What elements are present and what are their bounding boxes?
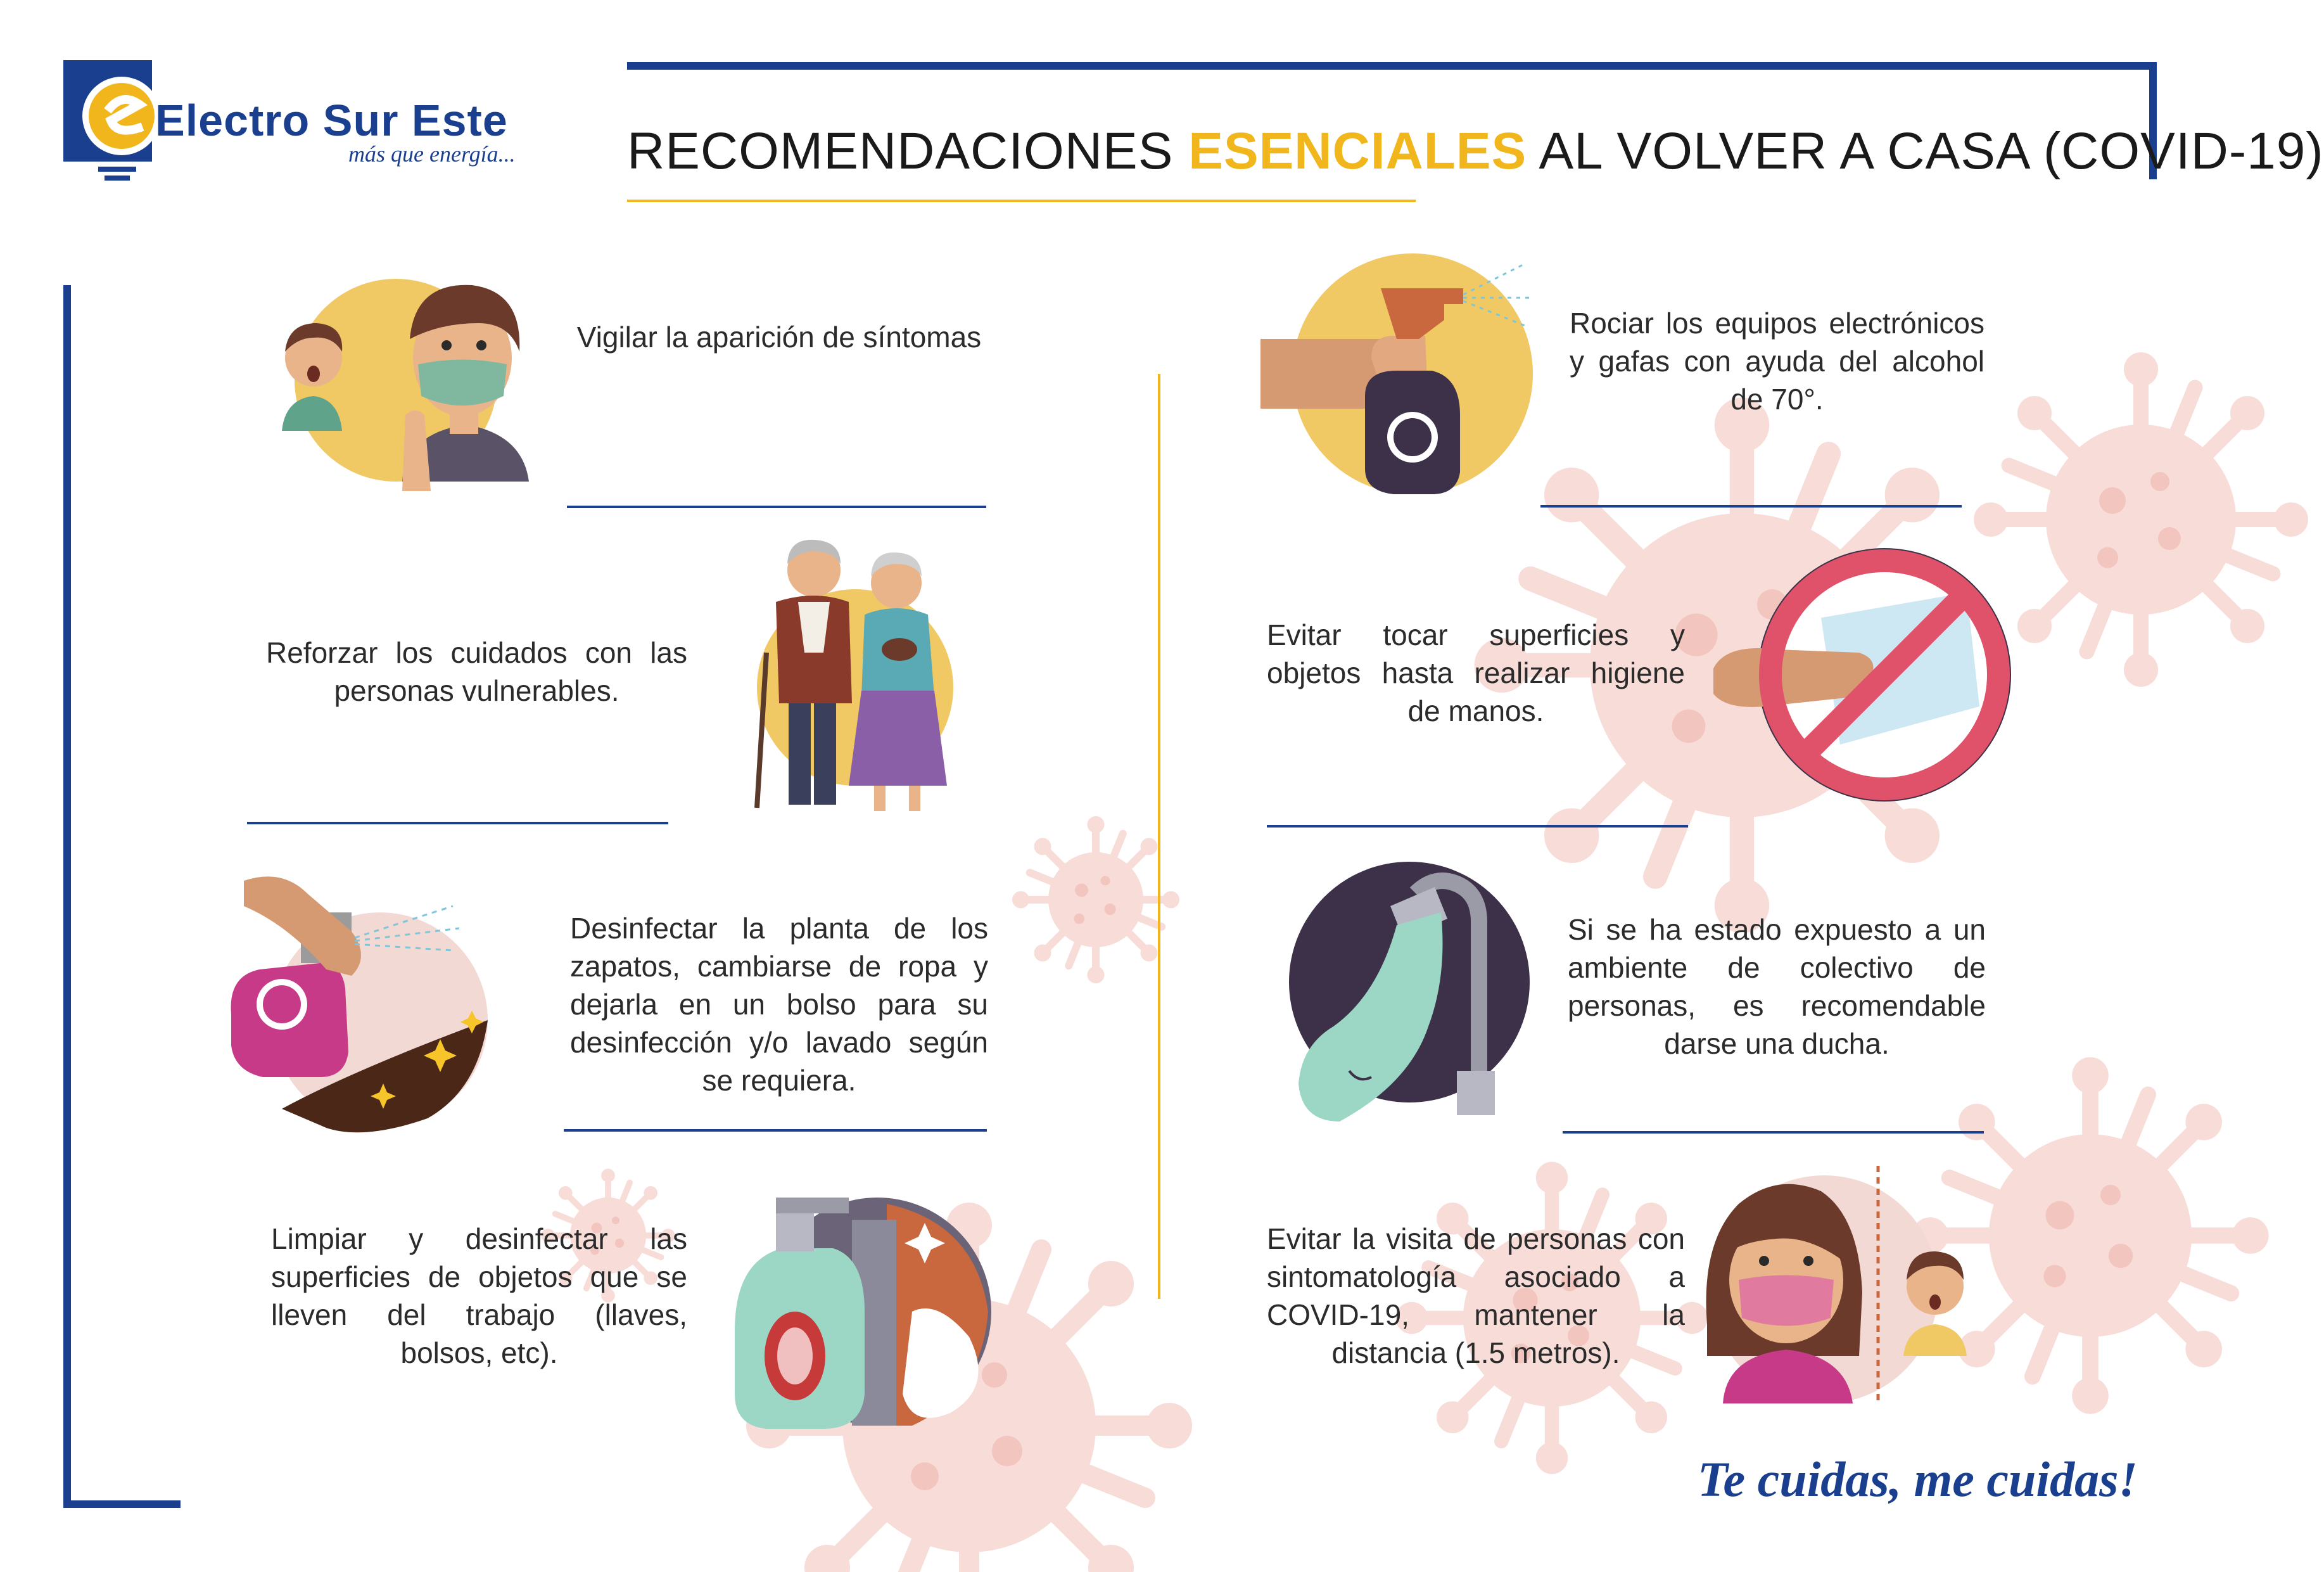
no-touch-surface-icon <box>1713 542 2005 808</box>
brand-slogan: más que energía... <box>348 141 516 167</box>
recommendation-7-text: Si se ha estado expuesto a un ambiente de colectivo de personas, es recomendable darse una ducha. <box>1568 913 1986 1060</box>
divider-4 <box>1540 505 1962 508</box>
divider-1 <box>567 506 986 508</box>
title-part-1: RECOMENDACIONES <box>627 122 1189 180</box>
brand-name: Electro Sur Este <box>155 96 508 145</box>
spray-shoe-sole-icon <box>225 868 507 1134</box>
bottom-frame-line <box>63 1500 181 1508</box>
footer-tagline: Te cuidas, me cuidas! <box>1698 1452 2138 1507</box>
recommendation-2-text: Reforzar los cuidados con las personas vulnerables. <box>266 636 687 707</box>
title-highlight: ESENCIALES <box>1188 122 1527 180</box>
masked-man-coughing-child-icon <box>269 263 548 491</box>
divider-2 <box>247 822 668 824</box>
cleaning-products-icon <box>722 1185 1001 1438</box>
alcohol-spray-bottle-icon <box>1260 244 1546 504</box>
title-part-2: AL VOLVER A CASA (COVID-19) <box>1527 122 2324 180</box>
recommendation-1-text: Vigilar la aparición de síntomas <box>576 321 982 354</box>
elderly-couple-icon <box>738 526 979 817</box>
left-frame-line <box>63 285 71 1508</box>
divider-3 <box>564 1129 987 1132</box>
recommendation-5-text: Rociar los equipos electrónicos y gafas con ayuda del alcohol de 70°. <box>1570 307 1984 416</box>
recommendation-3-text: Desinfectar la planta de los zapatos, cambiarse de ropa y dejarla en un bolso para su desinfección y/o lavado según se requiera. <box>570 912 988 1097</box>
masked-girl-distance-icon <box>1701 1166 1998 1403</box>
shower-icon <box>1289 868 1542 1134</box>
recommendation-6-text: Evitar tocar superficies y objetos hasta realizar higiene de manos. <box>1267 618 1685 727</box>
recommendation-8-text: Evitar la visita de personas con sintomatología asociado a COVID-19, mantener la distancia (1.5 metros). <box>1267 1222 1685 1369</box>
divider-6 <box>1563 1131 1984 1134</box>
center-divider <box>1158 374 1160 1299</box>
logo-icon <box>63 60 158 187</box>
page-title <box>627 122 2324 181</box>
divider-5 <box>1267 825 1688 828</box>
top-frame-line <box>627 62 2157 70</box>
title-underline <box>627 200 1416 202</box>
recommendation-4-text: Limpiar y desinfectar las superficies de objetos que se lleven del trabajo (llaves, bolsos, etc). <box>271 1222 687 1369</box>
